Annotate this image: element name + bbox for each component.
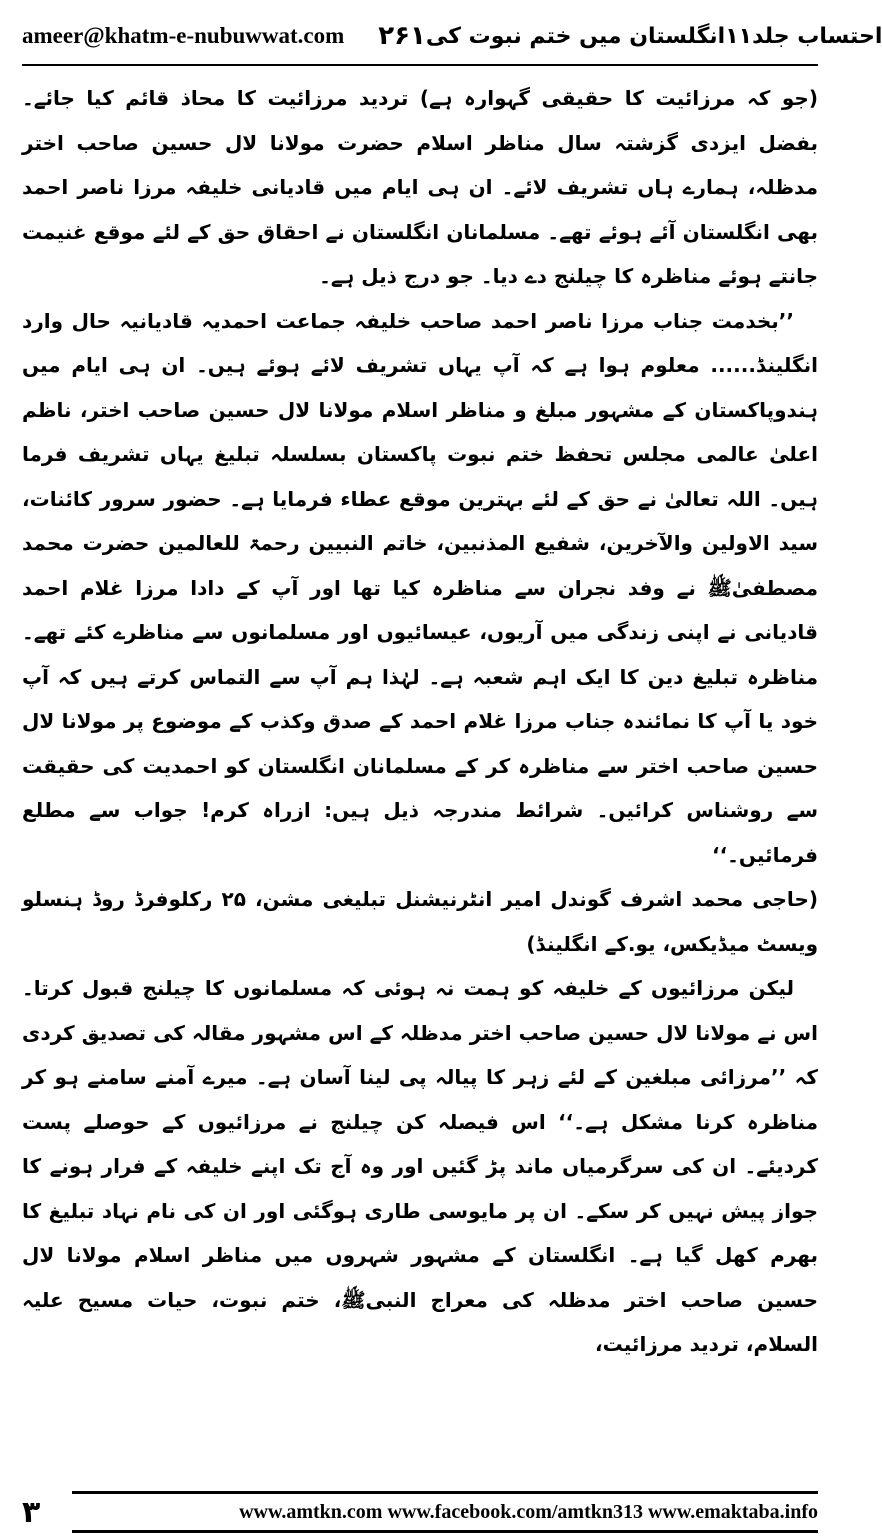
- paragraph-outcome: لیکن مرزائیوں کے خلیفہ کو ہمت نہ ہوئی کہ مسلمانوں کا چیلنج قبول کرتا۔ اس نے مولانا لال حسین صاحب اختر مدظلہ کے اس مشہور مقالہ کی تصدیق کردی کہ ’’مرزائی مبلغین کے لئے زہر کا پیالہ پی لینا آسان ہے۔ میرے آمنے سامنے ہو کر مناظرہ کرنا مشکل ہے۔‘‘ اس فیصلہ کن چیلنج نے مرزائیوں کے حوصلے پست کردیئے۔ ان کی سرگرمیاں ماند پڑ گئیں اور وہ آج تک اپنے خلیفہ کے فرار ہونے کا جواز پیش نہیں کر سکے۔ ان پر مایوسی طاری ہوگئی اور ان کی نام نہاد تبلیغ کا بھرم کھل گیا ہے۔ انگلستان کے مشہور شہروں میں مناظر اسلام مولانا لال حسین صاحب اختر مدظلہ کی معراج النبیﷺ، ختم نبوت، حیات مسیح علیہ السلام، تردید مرزائیت،: [22, 976, 818, 1356]
- footer-links-bar: [72, 1491, 818, 1533]
- paragraph-intro: (جو کہ مرزائیت کا حقیقی گہوارہ ہے) تردید مرزائیت کا محاذ قائم کیا جائے۔ بفضل ایزدی گزشتہ سال مناظر اسلام حضرت مولانا لال حسین صاحب اختر مدظلہ، ہمارے ہاں تشریف لائے۔ ان ہی ایام میں قادیانی خلیفہ مرزا ناصر احمد بھی انگلستان آئے ہوئے تھے۔ مسلمانان انگلستان نے احقاق حق کے لئے موقع غنیمت جانتے ہوئے مناظرہ کا چیلنج دے دیا۔ جو درج ذیل ہے۔: [22, 86, 818, 288]
- header-title: احتساب جلد۱۱انگلستان میں ختم نبوت کی: [425, 23, 882, 49]
- header-page-number: ۲۶۱: [378, 21, 426, 51]
- paragraph-signature: (حاجی محمد اشرف گوندل امیر انٹرنیشنل تبلیغی مشن، ۲۵ رکلوفرڈ روڈ ہنسلو ویسٹ میڈیکس، یو.کے انگلینڈ): [22, 887, 818, 956]
- page-header: [22, 8, 882, 66]
- page-body: [22, 76, 818, 1440]
- page-footer: [22, 1488, 818, 1536]
- footer-page-number: ۳: [22, 1494, 41, 1530]
- header-email: ameer@khatm-e-nubuwwat.com: [22, 23, 345, 48]
- paragraph-challenge-letter: ’’بخدمت جناب مرزا ناصر احمد صاحب خلیفہ جماعت احمدیہ قادیانیہ حال وارد انگلینڈ...... معلوم ہوا ہے کہ آپ یہاں تشریف لائے ہوئے ہیں۔ ان ہی ایام میں ہندوپاکستان کے مشہور مبلغ و مناظر اسلام مولانا لال حسین صاحب اختر، ناظم اعلیٰ عالمی مجلس تحفظ ختم نبوت پاکستان بسلسلہ تبلیغ یہاں تشریف فرما ہیں۔ اللہ تعالیٰ نے حق کے لئے بہترین موقع عطاء فرمایا ہے۔ حضور سرور کائنات، سید الاولین والآخرین، شفیع المذنبین، خاتم النبیین رحمۃ للعالمین حضرت محمد مصطفیٰﷺ نے وفد نجران سے مناظرہ کیا تھا اور آپ کے دادا مرزا غلام احمد قادیانی نے اپنی زندگی میں آریوں، عیسائیوں اور مسلمانوں سے مناظرے کئے تھے۔ مناظرہ تبلیغ دین کا ایک اہم شعبہ ہے۔ لہٰذا ہم آپ سے التماس کرتے ہیں کہ آپ خود یا آپ کا نمائندہ جناب مرزا غلام احمد کے صدق وکذب کے موضوع پر مولانا لال حسین صاحب اختر سے مناظرہ کر کے مسلمانان انگلستان کو احمدیت کی حقیقت سے روشناس کرائیں۔ شرائط مندرجہ ذیل ہیں: ازراہ کرم! جواب سے مطلع فرمائیں۔‘‘: [22, 308, 818, 867]
- footer-links: www.amtkn.com www.facebook.com/amtkn313 www.emaktaba.info: [239, 1500, 818, 1523]
